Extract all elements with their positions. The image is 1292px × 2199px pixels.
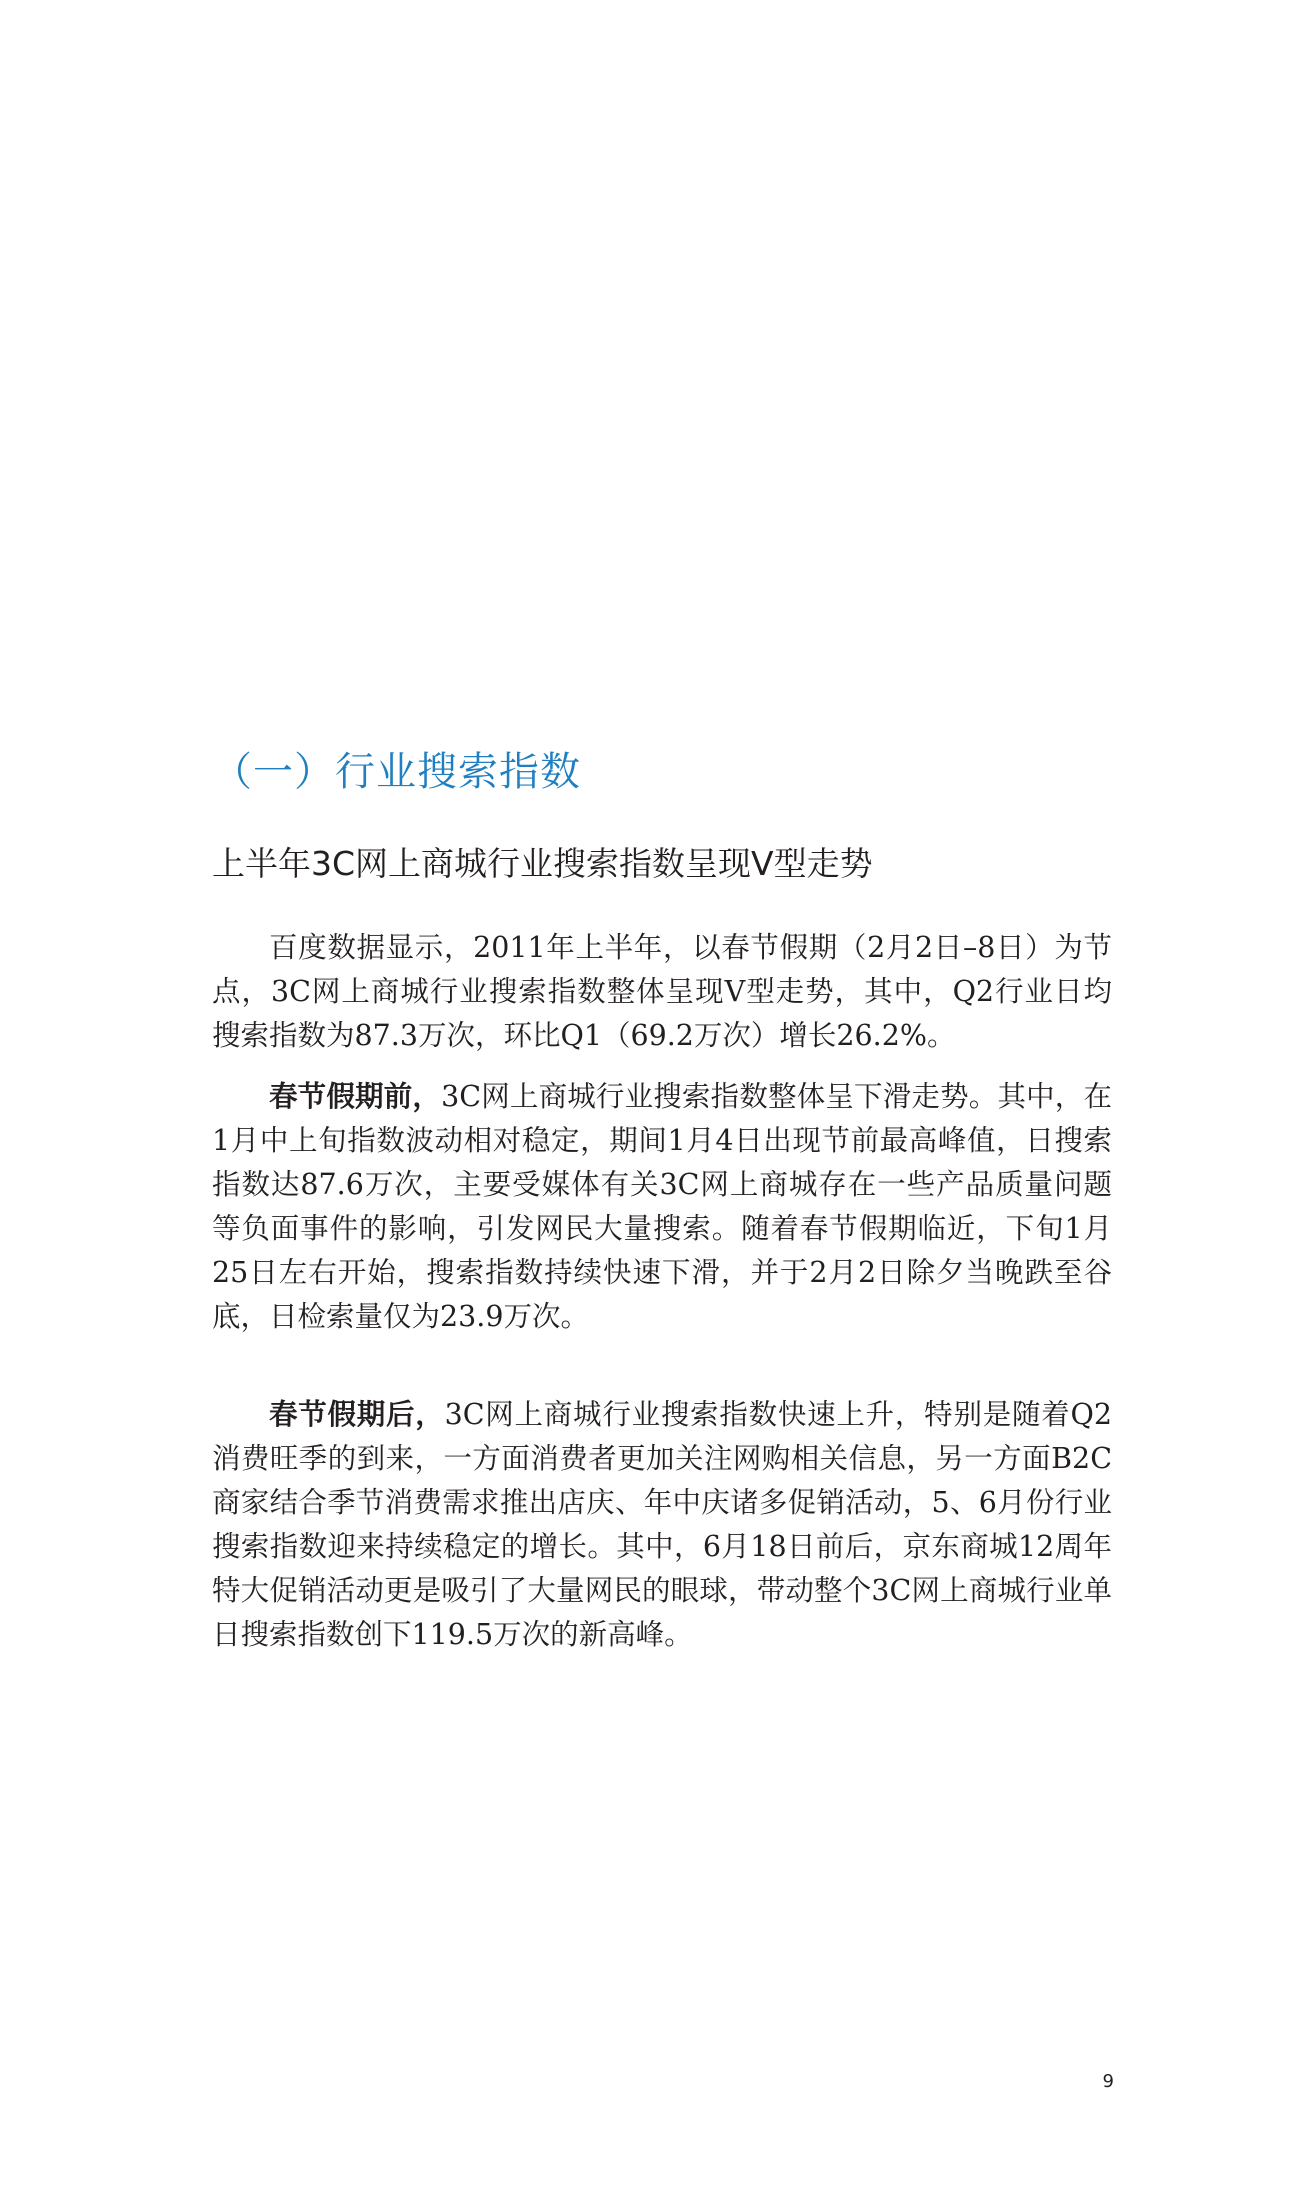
paragraph-before-holiday (212, 1074, 1112, 1339)
paragraph-after-holiday-text: 3C网上商城行业搜索指数快速上升，特别是随着Q2消费旺季的到来，一方面消费者更加关注网购相关信息，另一方面B2C商家结合季节消费需求推出店庆、年中庆诸多促销活动，5、6月份行业搜索指数迎来持续稳定的增长。其中，6月18日前后，京东商城12周年特大促销活动更是吸引了大量网民的眼球，带动整个3C网上商城行业单日搜索指数创下119.5万次的新高峰。 (212, 1398, 1112, 1651)
paragraph-overview (212, 926, 1112, 1058)
paragraph-before-holiday-text: 3C网上商城行业搜索指数整体呈下滑走势。其中，在1月中上旬指数波动相对稳定，期间1月4日出现节前最高峰值，日搜索指数达87.6万次，主要受媒体有关3C网上商城存在一些产品质量问题等负面事件的影响，引发网民大量搜索。随着春节假期临近，下旬1月25日左右开始，搜索指数持续快速下滑，并于2月2日除夕当晚跌至谷底，日检索量仅为23.9万次。 (212, 1080, 1112, 1333)
section-heading: （一）行业搜索指数 (212, 749, 581, 795)
paragraph-before-holiday-lead: 春节假期前， (269, 1079, 442, 1113)
subsection-heading: 上半年3C网上商城行业搜索指数呈现V型走势 (212, 844, 873, 883)
paragraph-after-holiday (212, 1392, 1112, 1657)
paragraph-overview-text: 百度数据显示，2011年上半年，以春节假期（2月2日–8日）为节点，3C网上商城行业搜索指数整体呈现V型走势，其中，Q2行业日均搜索指数为87.3万次，环比Q1（69.2万次）增长26.2%。 (212, 931, 1112, 1052)
paragraph-after-holiday-lead: 春节假期后， (269, 1397, 445, 1431)
page-number: 9 (1102, 2071, 1114, 2092)
